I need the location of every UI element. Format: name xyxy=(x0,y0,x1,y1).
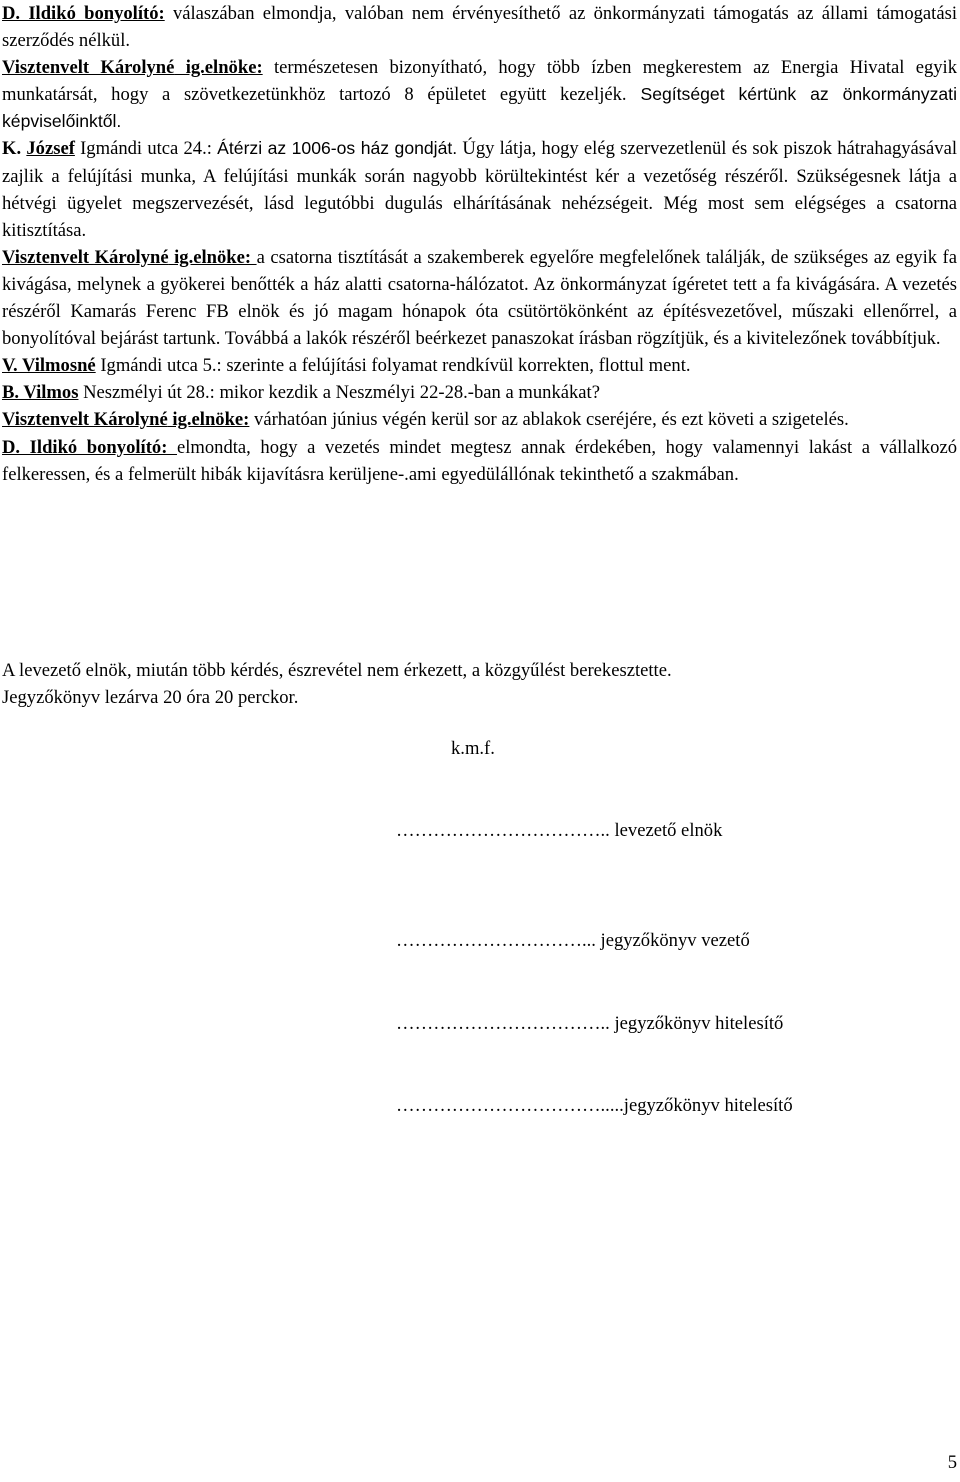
speaker-name: Visztenvelt Károlyné xyxy=(2,409,168,431)
paragraph-text: a csatorna tisztítását a szakemberek egyelőre megfelelőnek találják, de szükséges az egyik fa kivágása, melynek a gyökerei benőtték a ház alatti csatorna-hálózatot. Az önkormányzat ígéretet tett a fa kivágására. A vezetés részéről Kamarás Ferenc FB elnök és jó magam hónapok óta csütörtökönként az építésvezetővel, műszaki ellenőrrel, a bonyolítóval bejárást tartunk. Továbbá a lakók részéről beérkezet panaszokat írásban rögzítjük, és a kivitelezőnek továbbítjuk. xyxy=(2,246,957,350)
speaker-label: D. Ildikó bonyolító: xyxy=(2,3,165,24)
speaker-label: V. Vilmosné xyxy=(2,355,96,377)
paragraph-text: elmondta, hogy a vezetés mindet megtesz annak érdekében, hogy valamennyi lakást a vállalkozó felkeressen, és a felmerült hibák kijavításra kerüljene-.ami egyedülállónak tekinthető a szakmában. xyxy=(2,436,958,485)
paragraph-text: Igmándi utca 5.: szerinte a felújítási folyamat rendkívül korrekten, flottul ment. xyxy=(95,355,691,377)
speaker-label: D. Ildikó bonyolító: xyxy=(2,436,177,458)
signature-line-authenticator-1: …………………………….. jegyzőkönyv hitelesítő xyxy=(396,1013,784,1034)
signature-line-recorder: …………………………... jegyzőkönyv vezető xyxy=(396,930,750,951)
paragraph-ildiko-2 xyxy=(2,434,957,488)
closing-line-2: Jegyzőkönyv lezárva 20 óra 20 perckor. xyxy=(2,687,299,709)
closing-line-1: A levezető elnök, miután több kérdés, észrevétel nem érkezett, a közgyűlést berekesztette. xyxy=(2,660,672,681)
speaker-label: B. Vilmos xyxy=(2,382,79,404)
speaker-role: ig.elnöke: xyxy=(168,246,257,268)
paragraph-visztenvelt-1 xyxy=(2,54,957,135)
paragraph-text: Neszmélyi út 28.: mikor kezdik a Neszmélyi 22-28.-ban a munkákat? xyxy=(78,382,600,404)
speaker-address: Igmándi utca 24.: xyxy=(74,138,218,160)
speaker-name: Visztenvelt Károlyné xyxy=(2,246,169,268)
signature-line-chair: …………………………….. levezető elnök xyxy=(396,820,723,841)
signature-line-authenticator-2: …………………………….....jegyzőkönyv hitelesítő xyxy=(396,1095,793,1116)
paragraph-text: várhatóan június végén kerül sor az ablakok cseréjére, és ezt követi a szigetelés. xyxy=(249,409,849,431)
paragraph-ildiko-1 xyxy=(2,0,957,54)
speaker-role: ig.elnöke: xyxy=(167,409,250,431)
speaker-role: ig.elnöke: xyxy=(174,57,263,79)
paragraph-visztenvelt-3 xyxy=(2,406,957,433)
minutes-body xyxy=(2,0,957,488)
speaker-name: József xyxy=(26,138,75,160)
paragraph-visztenvelt-2 xyxy=(2,244,957,352)
paragraph-text: természetesen bizonyítható, hogy több ízben megkerestem az Energia Hivatal egyik munkatársát, hogy a szövetkezetünkhöz tartozó 8 épületet együtt kezeljék. xyxy=(2,57,958,106)
closing-statement xyxy=(2,657,957,711)
paragraph-jozsef xyxy=(2,135,957,243)
paragraph-text-sans: Átérzi az 1006-os ház gondját. xyxy=(217,138,458,159)
paragraph-text-sans: Segítséget kértünk az önkormányzati képviselőinktől. xyxy=(2,84,957,132)
paragraph-vilmos xyxy=(2,379,957,406)
speaker-initial: K. xyxy=(2,138,22,160)
kmf-label: k.m.f. xyxy=(451,738,495,759)
page-number: 5 xyxy=(947,1452,957,1473)
speaker-name: Visztenvelt Károlyné xyxy=(2,57,175,79)
paragraph-text: válaszában elmondja, valóban nem érvényesíthető az önkormányzati támogatás az állami támogatási szerződés nélkül. xyxy=(2,3,957,52)
paragraph-vilmosne xyxy=(2,352,957,379)
paragraph-text: Úgy látja, hogy elég szervezetlenül és sok piszok hátrahagyásával zajlik a felújítási munka, A felújítási munkák során nagyobb körültekintést kér a vezetőség részéről. Szükségesnek látja a hétvégi ügyelet megszervezését, lásd legutóbbi dugulás elhárításának nehézségeit. Még most sem elégséges a csatorna kitisztítása. xyxy=(2,138,958,241)
